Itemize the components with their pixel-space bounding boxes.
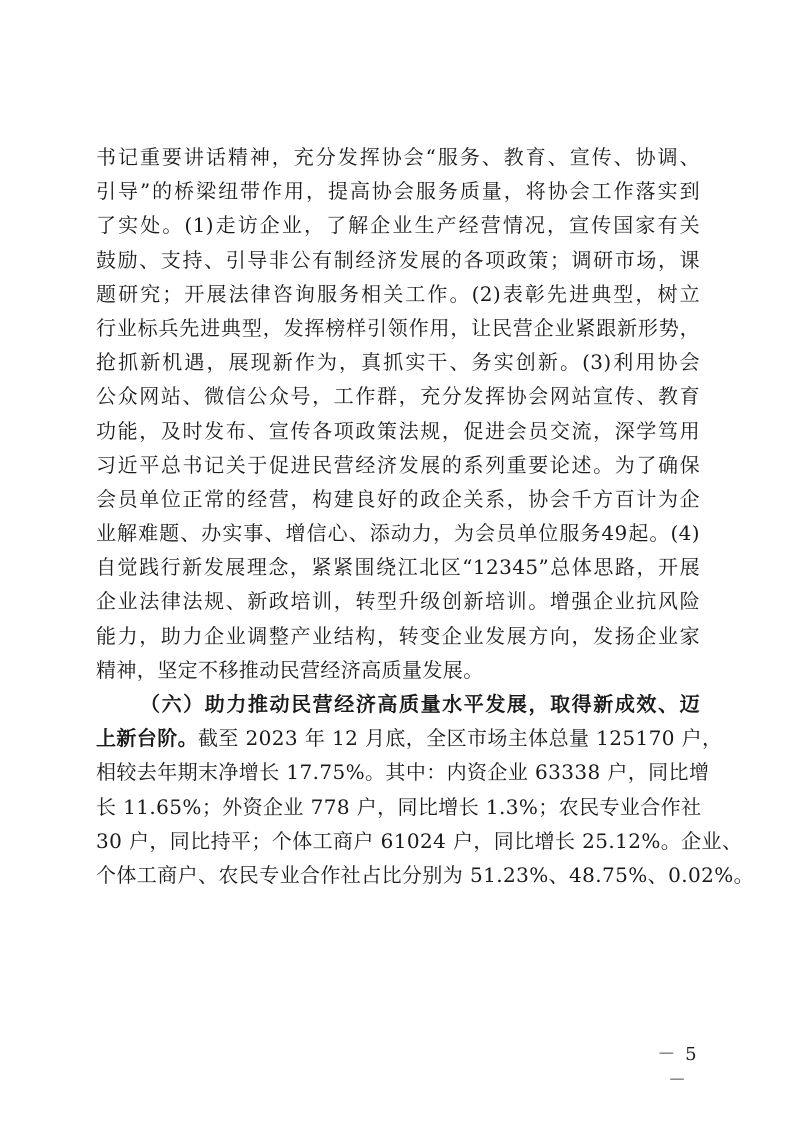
text-line: 了实处。(1)走访企业，了解企业生产经营情况，宣传国家有关 — [96, 213, 700, 238]
text-line: 能力，助力企业调整产业结构，转变企业发展方向，发扬企业家 — [96, 623, 700, 648]
section-heading-end: 上新台阶。 — [96, 726, 198, 751]
text-line: 行业标兵先进典型，发挥榜样引领作用，让民营企业紧跟新形势， — [96, 315, 700, 340]
text-line — [96, 721, 723, 755]
paragraph-1 — [96, 140, 700, 687]
text-line: 抢抓新机遇，展现新作为，真抓实干、务实创新。(3)利用协会 — [96, 350, 700, 375]
document-body — [96, 140, 755, 892]
text-line: 长 11.65%；外资企业 778 户，同比增长 1.3%；农民专业合作社 — [96, 794, 702, 819]
text-line: 企业法律法规、新政培训，转型升级创新培训。增强企业抗风险 — [96, 589, 700, 614]
text-span: 截至 2023 年 12 月底，全区市场主体总量 125170 户， — [198, 726, 723, 751]
text-line: 鼓励、支持、引导非公有制经济发展的各项政策；调研市场，课 — [96, 247, 700, 272]
text-line: 题研究；开展法律咨询服务相关工作。(2)表彰先进典型，树立 — [96, 281, 700, 306]
text-line: 精神，坚定不移推动民营经济高质量发展。 — [96, 657, 484, 682]
paragraph-2 — [96, 687, 755, 892]
text-line: 会员单位正常的经营，构建良好的政企关系，协会千方百计为企 — [96, 486, 700, 511]
text-line: 引导”的桥梁纽带作用，提高协会服务质量，将协会工作落实到 — [96, 179, 700, 204]
text-line: 自觉践行新发展理念，紧紧围绕江北区“12345”总体思路，开展 — [96, 555, 700, 580]
text-line: 业解难题、办实事、增信心、添动力，为会员单位服务49起。(4) — [96, 521, 700, 546]
text-line: 相较去年期末净增长 17.75%。其中：内资企业 63338 户，同比增 — [96, 760, 710, 785]
text-line: 书记重要讲话精神，充分发挥协会“服务、教育、宣传、协调、 — [96, 145, 700, 169]
text-line: 公众网站、微信公众号，工作群，充分发挥协会网站宣传、教育 — [96, 384, 700, 409]
text-line: 30 户，同比持平；个体工商户 61024 户，同比增长 25.12%。企业、 — [96, 828, 743, 853]
page-number: － 5 － — [657, 1044, 699, 1091]
section-heading: （六）助力推动民营经济高质量水平发展，取得新成效、迈 — [140, 692, 700, 716]
text-line: 个体工商户、农民专业合作社占比分别为 51.23%、48.75%、0.02%。 — [96, 862, 755, 887]
paragraph-2-lines — [96, 755, 755, 892]
text-line: 功能，及时发布、宣传各项政策法规，促进会员交流，深学笃用 — [96, 418, 700, 443]
text-line: 习近平总书记关于促进民营经济发展的系列重要论述。为了确保 — [96, 452, 700, 477]
